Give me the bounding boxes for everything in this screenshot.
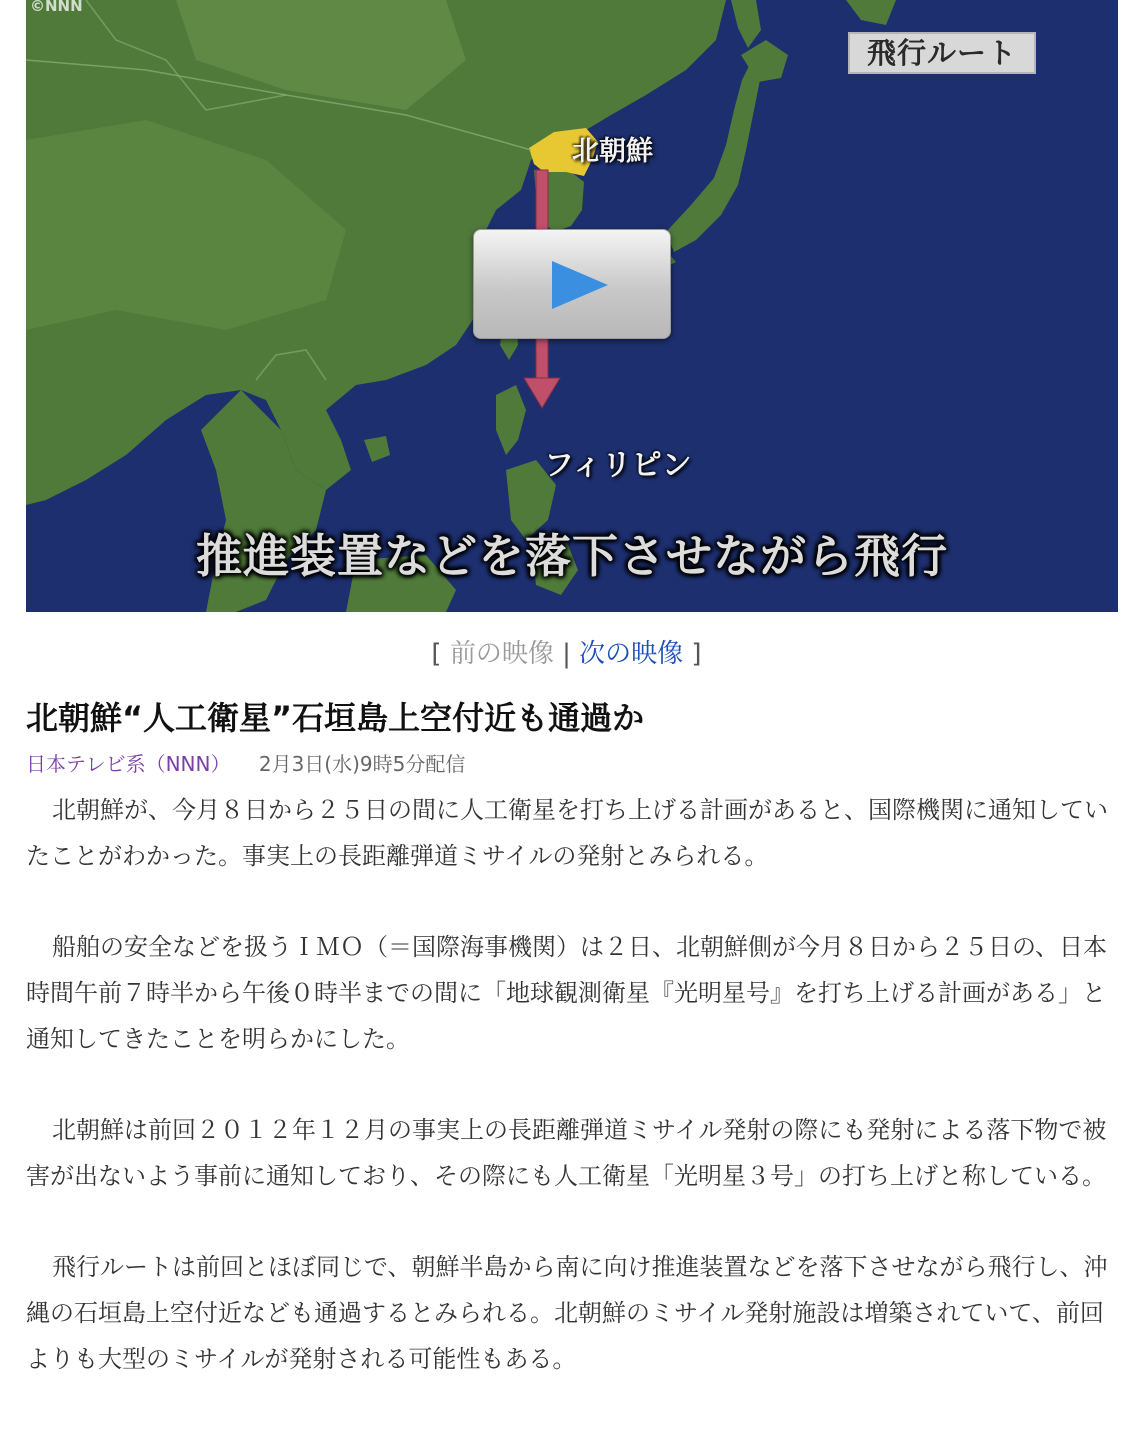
article-paragraph-1: 北朝鮮が、今月８日から２５日の間に人工衛星を打ち上げる計画があると、国際機関に通知していたことがわかった。事実上の長距離弾道ミサイルの発射とみられる。 — [26, 796, 1108, 870]
article-paragraph-2: 船舶の安全などを扱うＩＭＯ（＝国際海事機関）は２日、北朝鮮側が今月８日から２５日の、日本時間午前７時半から午後０時半までの間に「地球観測衛星『光明星号』を打ち上げる計画がある」と通知してきたことを明らかにした。 — [26, 933, 1108, 1053]
video-navigation — [0, 633, 1133, 670]
video-player[interactable] — [26, 0, 1118, 612]
route-label: 飛行ルート — [848, 32, 1036, 74]
nav-separator: | — [562, 639, 571, 669]
video-caption: 推進装置などを落下させながら飛行 — [196, 529, 948, 583]
play-icon — [552, 261, 608, 309]
article-body — [26, 787, 1108, 1427]
article-paragraph-3: 北朝鮮は前回２０１２年１２月の事実上の長距離弾道ミサイル発射の際にも発射による落下物で被害が出ないよう事前に通知しており、その際にも人工衛星「光明星３号」の打ち上げと称している。 — [26, 1116, 1107, 1190]
copyright-text: ©NNN — [30, 0, 83, 15]
nav-close-bracket: ] — [691, 639, 702, 669]
north-korea-label: 北朝鮮 — [572, 136, 653, 167]
article-headline: 北朝鮮“人工衛星”石垣島上空付近も通過か — [26, 699, 645, 737]
article-meta — [26, 748, 465, 777]
play-button[interactable] — [473, 229, 671, 339]
source-link[interactable]: 日本テレビ系（NNN） — [26, 752, 231, 776]
philippines-label: フィリピン — [544, 448, 692, 483]
publish-date: 2月3日(水)9時5分配信 — [258, 752, 466, 776]
nav-open-bracket: [ — [431, 639, 442, 669]
next-video-link[interactable]: 次の映像 — [579, 639, 684, 669]
previous-video-link: 前の映像 — [449, 639, 554, 669]
article-paragraph-4: 飛行ルートは前回とほぼ同じで、朝鮮半島から南に向け推進装置などを落下させながら飛行し、沖縄の石垣島上空付近なども通過するとみられる。北朝鮮のミサイル発射施設は増築されていて、前回よりも大型のミサイルが発射される可能性もある。 — [26, 1253, 1108, 1373]
